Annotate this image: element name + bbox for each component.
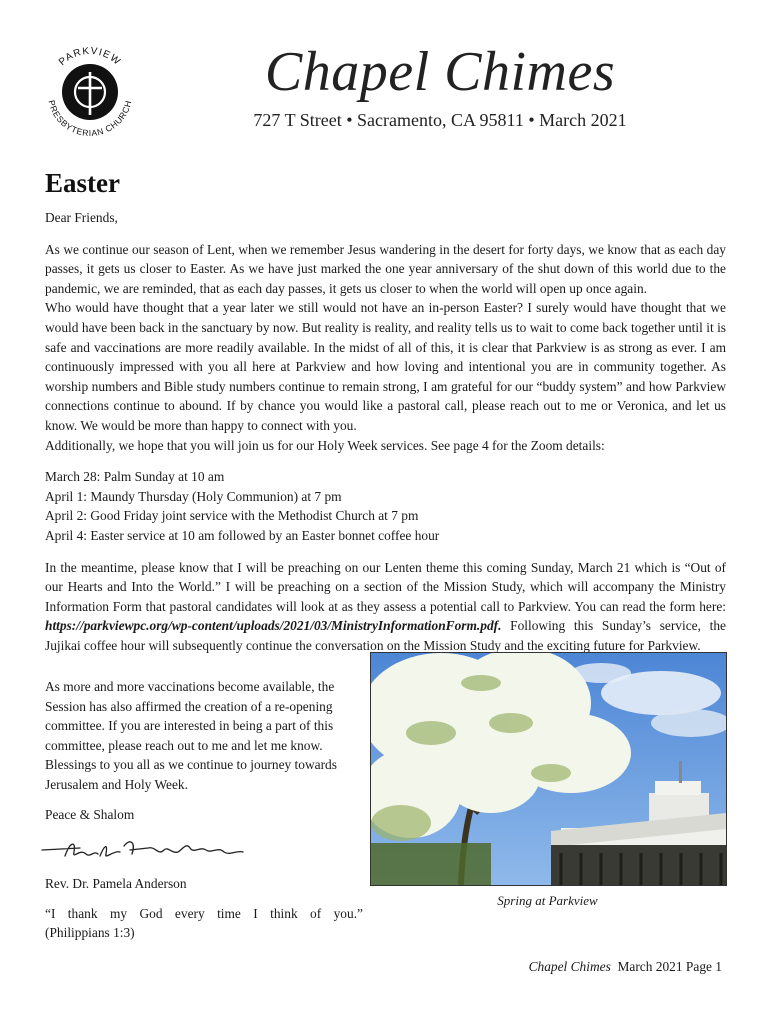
footer-date-page: March 2021 Page 1	[617, 959, 722, 974]
schedule-item: March 28: Palm Sunday at 10 am	[45, 469, 225, 485]
closing-section	[45, 677, 363, 943]
article-body	[45, 208, 726, 655]
paragraph-4-text-end: Following this Sunday’s service, the Jujikai coffee hour will subsequently continue the conversation on the Mission Study and the exciting future for Parkview.	[45, 618, 726, 653]
greeting: Dear Friends,	[45, 210, 118, 225]
paragraph-4	[45, 558, 726, 656]
church-tree-photo-icon	[371, 653, 726, 885]
spring-photo	[370, 652, 727, 886]
paragraph-1: As we continue our season of Lent, when we remember Jesus wandering in the desert for forty days, we know that as each day passes, it gets us closer to Easter. As we have just marked the one year anniversary of the shut down of this world due to the pandemic, we are reminded, that as each day passes, it gets us closer to when the world will open up once again.	[45, 241, 726, 296]
church-seal-icon	[38, 40, 142, 144]
photo-caption: Spring at Parkview	[497, 893, 598, 908]
logo-bottom-text: PRESBYTERIAN CHURCH	[46, 99, 134, 139]
paragraph-3: Additionally, we hope that you will join us for our Holy Week services. See page 4 for the Zoom details:	[45, 437, 605, 453]
paragraph-2: Who would have thought that a year later we still would not have an in-person Easter? I surely would have thought that we would have been back in the sanctuary by now. But reality is reality, and reality tells us to wait to come back together until it is safe and vaccinations are more readily available. In the midst of all of this, it is clear that Parkview is as strong as ever. I am continuously impressed with you all here at Parkview and how loving and intentional you are in community together. As worship numbers and Bible study numbers continue to remain strong, I am grateful for our “buddy system” and how Parkview connections continue to abound. If by chance you would like a pastoral call, please reach out to me or Veronica, and let us know. We would be more than happy to connect with you.	[45, 300, 726, 433]
holy-week-schedule	[45, 467, 726, 545]
schedule-item: April 2: Good Friday joint service with the Methodist Church at 7 pm	[45, 508, 419, 524]
paragraph-4-text: In the meantime, please know that I will be preaching on our Lenten theme this coming Sunday, March 21 which is “Out of our Hearts and Into the World.” I will be preaching on a section of the Mission Study, which will accompany the Ministry Information Form that pastoral candidates will look at as they assess a potential call to Parkview. You can read the form here:	[45, 559, 726, 614]
footer-title: Chapel Chimes	[528, 959, 611, 974]
masthead	[230, 40, 650, 131]
schedule-item: April 1: Maundy Thursday (Holy Communion) at 7 pm	[45, 488, 342, 504]
schedule-item: April 4: Easter service at 10 am followed by an Easter bonnet coffee hour	[45, 527, 440, 543]
paragraph-5: As more and more vaccinations become available, the Session has also affirmed the creation of a re-opening committee. If you are interested in being a part of this committee, please reach out to me and let me know. Blessings to you all as we continue to journey towards Jerusalem and Holy Week.	[45, 679, 337, 792]
newsletter-address-date: 727 T Street • Sacramento, CA 95811 • March 2021	[253, 110, 627, 130]
signature-name: Rev. Dr. Pamela Anderson	[45, 876, 187, 892]
page-footer	[529, 959, 722, 975]
article-title: Easter	[45, 168, 120, 198]
newsletter-title: Chapel Chimes	[264, 41, 616, 103]
signature-icon	[40, 828, 245, 868]
church-logo	[38, 40, 142, 144]
scripture-reference: (Philippians 1:3)	[45, 925, 135, 941]
scripture-quote: “I thank my God every time I think of you.”	[45, 905, 363, 921]
logo-top-text: PARKVIEW	[57, 45, 123, 69]
closing: Peace & Shalom	[45, 806, 135, 822]
ministry-form-link[interactable]: https://parkviewpc.org/wp-content/uploads/2021/03/MinistryInformationForm.pdf.	[45, 618, 502, 634]
